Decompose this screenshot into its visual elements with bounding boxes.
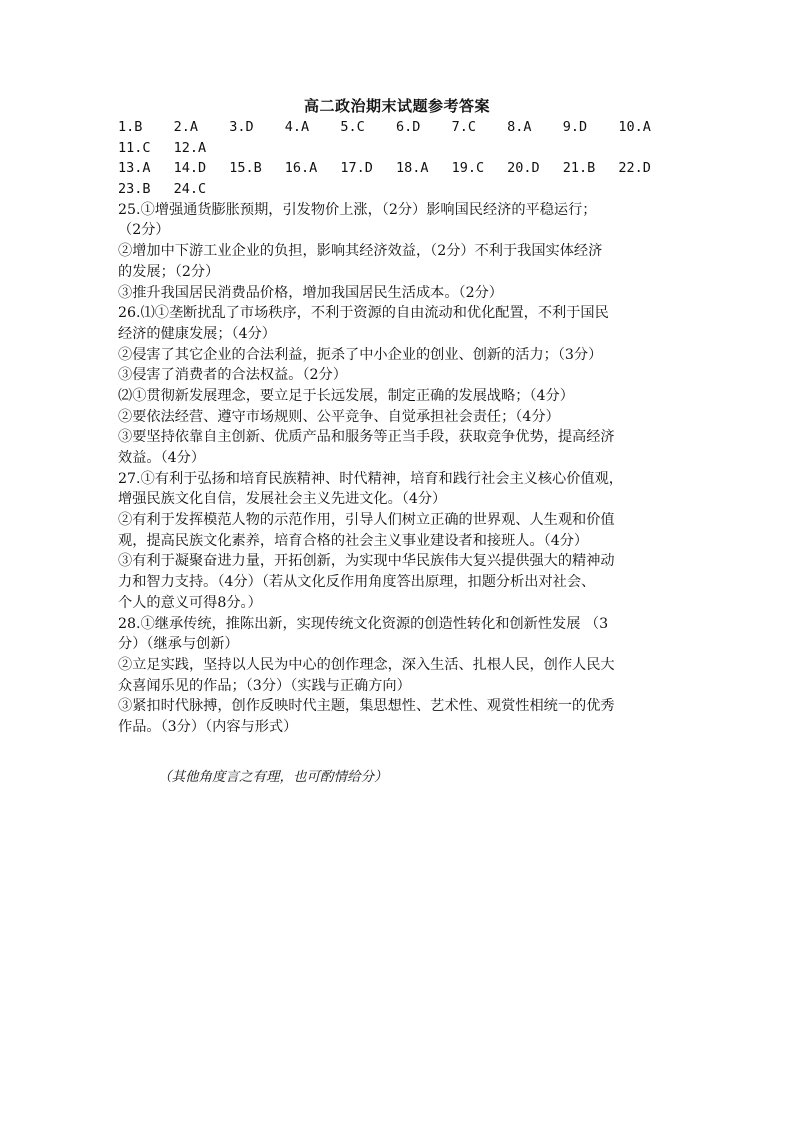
mc-answer: 19.C	[451, 160, 485, 177]
answer-line: ③侵害了消费者的合法权益。（2分）	[118, 367, 347, 384]
answer-line: 分）（继承与创新）	[118, 636, 239, 653]
mc-answer-row	[118, 158, 684, 179]
mc-answer: 10.A	[618, 119, 651, 135]
answer-line: ②要依法经营、遵守市场规则、公平竞争、自觉承担社会责任；（4分）	[118, 408, 560, 425]
answer-line: 27.①有利于弘扬和培育民族精神、时代精神，培育和践行社会主义核心价值观，	[118, 470, 623, 487]
answer-line: ⑵①贯彻新发展理念，要立足于长远发展，制定正确的发展战略；（4分）	[118, 387, 574, 404]
mc-answer: 21.B	[562, 160, 596, 177]
answer-line: ③有利于凝聚奋进力量，开拓创新，为实现中华民族伟大复兴提供强大的精神动	[118, 553, 615, 570]
answer-line: ③推升我国居民消费品价格，增加我国居民生活成本。（2分）	[118, 284, 503, 301]
mc-answer-row	[118, 117, 684, 138]
answer-line: 作品。（3分）（内容与形式）	[118, 718, 298, 735]
mc-answer: 8.A	[507, 119, 532, 135]
answer-line: 的发展；（2分）	[118, 263, 220, 280]
mc-answer: 20.D	[507, 160, 540, 177]
answer-line: ③要坚持依靠自主创新、优质产品和服务等正当手段，获取竞争优势，提高经济	[118, 429, 615, 446]
mc-answer: 4.A	[284, 119, 310, 135]
mc-answer: 12.A	[173, 139, 207, 156]
answer-line: ②立足实践，坚持以人民为中心的创作理念，深入生活、扎根人民，创作人民大	[118, 656, 615, 673]
answer-line: 力和智力支持。（4分）（若从文化反作用角度答出原理，扣题分析出对社会、	[118, 574, 596, 591]
mc-answer: 3.D	[229, 119, 254, 135]
answer-line: 26.⑴①垄断扰乱了市场秩序，不利于资源的自由流动和优化配置，不利于国民	[118, 305, 609, 322]
mc-answer: 17.D	[340, 160, 373, 177]
mc-answer: 16.A	[284, 160, 318, 177]
answer-content	[118, 117, 684, 738]
mc-answer: 18.A	[395, 160, 429, 177]
mc-answer: 7.C	[451, 119, 476, 135]
answer-line: ②有利于发挥模范人物的示范作用，引导人们树立正确的世界观、人生观和价值	[118, 512, 615, 529]
page-title: 高二政治期末试题参考答案	[303, 97, 490, 115]
mc-answer: 13.A	[118, 160, 151, 177]
mc-answer: 6.D	[395, 119, 421, 135]
answer-line: 个人的意义可得8分。）	[118, 594, 262, 611]
answer-line: 增强民族文化自信，发展社会主义先进文化。（4分）	[118, 491, 447, 508]
mc-answer: 15.B	[229, 160, 262, 177]
answer-line: 众喜闻乐见的作品；（3分）（实践与正确方向）	[118, 677, 411, 694]
mc-answer: 5.C	[340, 119, 365, 135]
answer-line: 观，提高民族文化素养，培育合格的社会主义事业建设者和接班人。（4分）	[118, 532, 589, 549]
answer-line: ③紧扣时代脉搏，创作反映时代主题，集思想性、艺术性、观赏性相统一的优秀	[118, 698, 615, 715]
mc-answer: 23.B	[118, 181, 151, 198]
answer-line: ②侵害了其它企业的合法利益，扼杀了中小企业的创业、创新的活力；（3分）	[118, 346, 603, 363]
answer-line: 25.①增强通货膨胀预期，引发物价上涨，（2分）影响国民经济的平稳运行；	[118, 201, 597, 218]
grading-note: （其他角度言之有理，也可酌情给分）	[158, 769, 388, 785]
mc-answer: 24.C	[173, 181, 207, 198]
answer-line: ②增加中下游工业企业的负担，影响其经济效益，（2分）不利于我国实体经济	[118, 243, 603, 260]
mc-answer-row	[118, 179, 684, 200]
mc-answer: 9.D	[562, 119, 588, 135]
answer-line: 28.①继承传统，推陈出新，实现传统文化资源的创造性转化和创新性发展 （3	[118, 615, 609, 632]
answer-line: 效益。（4分）	[118, 450, 206, 466]
answer-line: 经济的健康发展；（4分）	[118, 325, 276, 342]
mc-answer: 1.B	[118, 119, 143, 135]
mc-answer: 22.D	[618, 160, 651, 177]
mc-answer-row	[118, 138, 684, 159]
mc-answer: 11.C	[118, 139, 151, 156]
mc-answer: 14.D	[173, 160, 207, 177]
mc-answer: 2.A	[173, 119, 198, 135]
answer-line: （2分）	[118, 222, 170, 239]
